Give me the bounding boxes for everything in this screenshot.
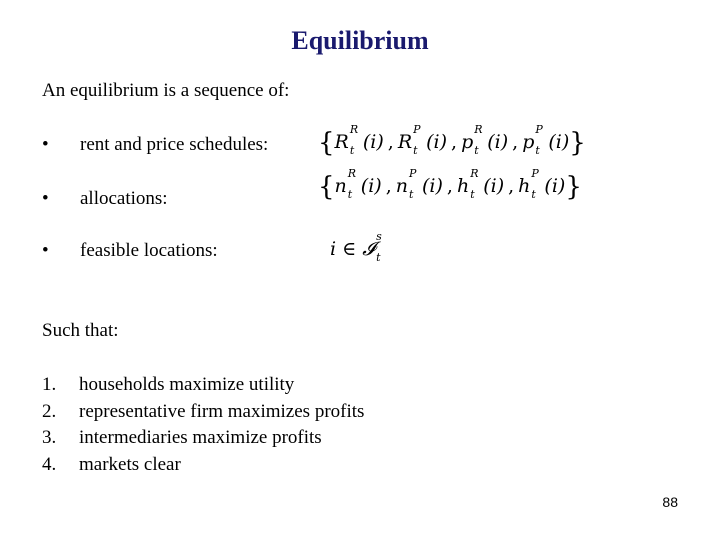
formula-feasible-locations: i ∈ 𝓘 s t (330, 230, 382, 264)
formula-allocations: {n R t (i) , n P t (i) , h R t (i) , h P t (i)} (318, 167, 582, 202)
list-item: 3. intermediaries maximize profits (42, 427, 322, 448)
bullet-label: allocations: (80, 188, 168, 209)
formula-rent-price: {R R t (i) , R P t (i) , p R t (i) , p P t (i)} (318, 123, 586, 158)
intro-text: An equilibrium is a sequence of: (42, 80, 290, 101)
bullet-label: rent and price schedules: (80, 134, 269, 155)
such-that-heading: Such that: (42, 320, 119, 341)
page-number: 88 (662, 494, 678, 510)
bullet-feasible-locations (42, 240, 218, 262)
slide-title: Equilibrium (291, 26, 429, 55)
bullet-label: feasible locations: (80, 240, 218, 261)
list-item: 2. representative firm maximizes profits (42, 400, 365, 422)
bullet-rent-price (42, 134, 268, 156)
bullet-marker: • (42, 188, 49, 209)
bullet-marker: • (42, 134, 49, 155)
list-item: 1. households maximize utility (42, 374, 295, 395)
conditions-list (42, 372, 364, 478)
bullet-allocations (42, 188, 168, 210)
bullet-marker: • (42, 240, 49, 261)
list-item: 4. markets clear (42, 453, 181, 475)
